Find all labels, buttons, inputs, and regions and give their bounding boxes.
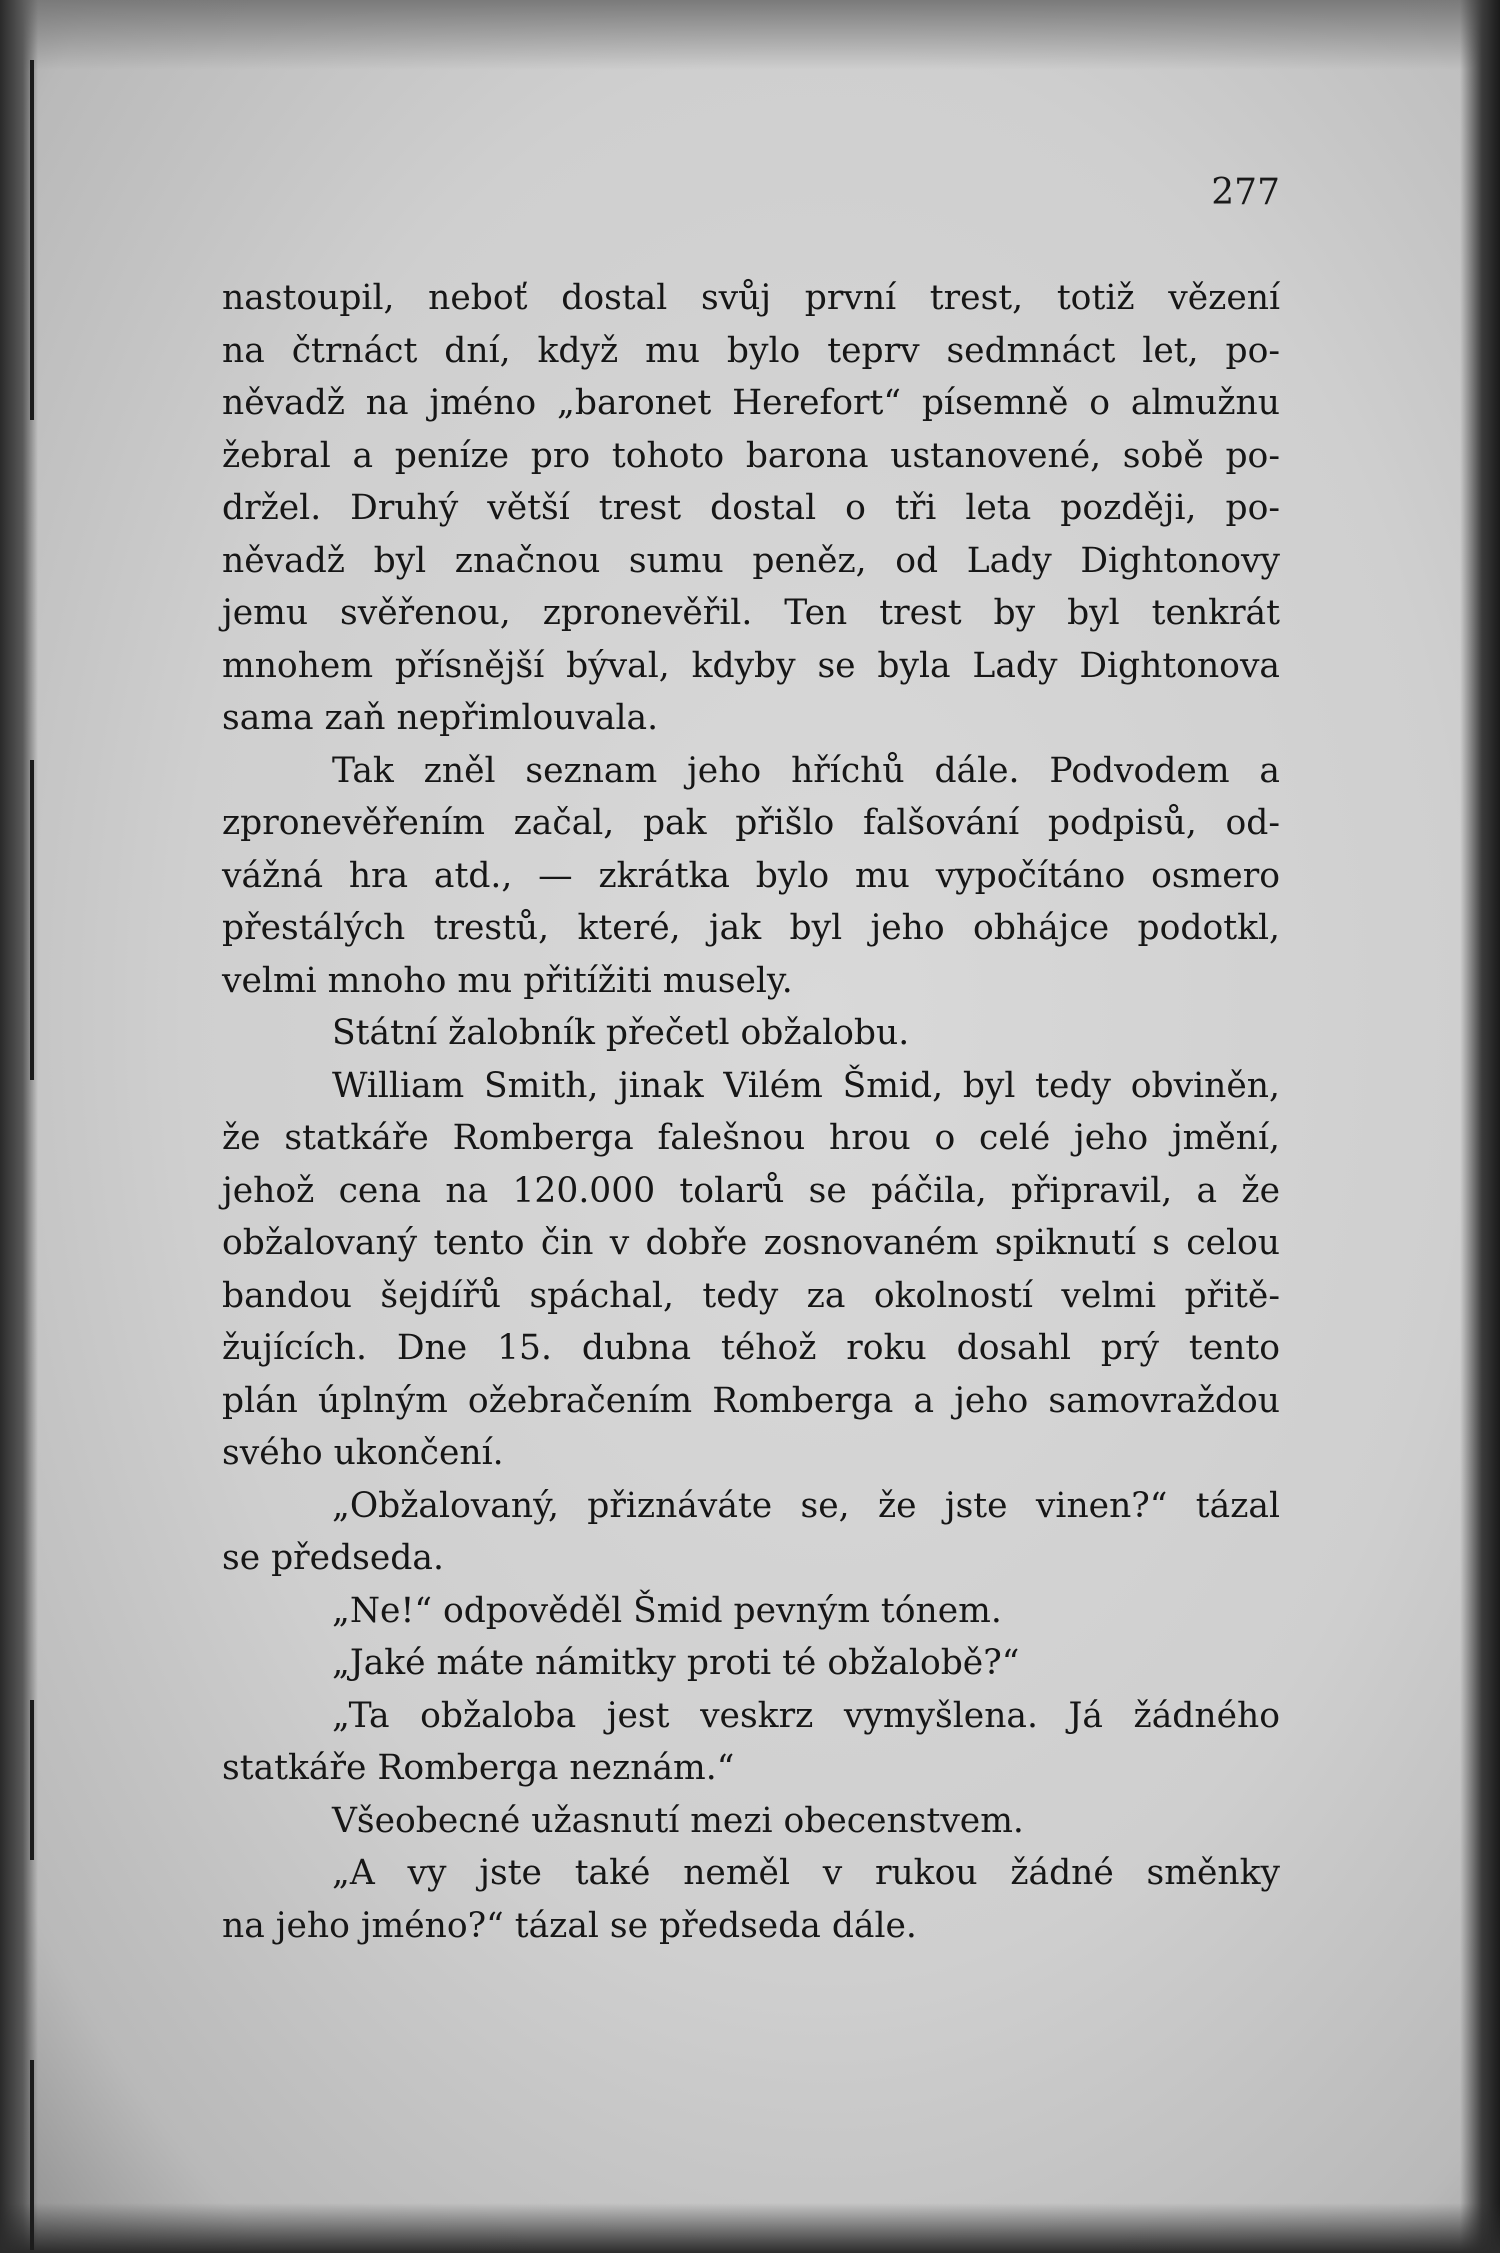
text-line: zpronevěřením začal, pak přišlo falšování podpisů, od- [222, 803, 1280, 843]
text-line: žebral a peníze pro tohoto barona ustanovené, sobě po- [222, 435, 1280, 476]
page-shadow-top [0, 0, 1500, 70]
page-number: 277 [1211, 172, 1280, 213]
text-line: „A vy jste také neměl v rukou žádné směnky [332, 1853, 1280, 1893]
text-line: plán úplným ožebračením Romberga a jeho samovraždou [222, 1380, 1280, 1421]
page-shadow-bottom [0, 2203, 1500, 2253]
text-line: „Jaké máte námitky proti té obžalobě?“ [332, 1643, 1020, 1683]
text-line: velmi mnoho mu přitížiti musely. [222, 960, 793, 1001]
text-line: William Smith, jinak Vilém Šmid, byl tedy obviněn, [332, 1065, 1280, 1106]
page-shadow-right [1460, 0, 1500, 2253]
text-line: Státní žalobník přečetl obžalobu. [332, 1013, 910, 1053]
text-line: žujících. Dne 15. dubna téhož roku dosahl prý tento [222, 1328, 1280, 1368]
text-line: na čtrnáct dní, když mu bylo teprv sedmnáct let, po- [222, 330, 1280, 371]
text-line: obžalovaný tento čin v dobře zosnovaném spiknutí s celou [222, 1223, 1280, 1263]
text-line: na jeho jméno?“ tázal se předseda dále. [222, 1905, 917, 1946]
text-line: přestálých trestů, které, jak byl jeho obhájce podotkl, [222, 908, 1280, 948]
margin-line [30, 1700, 34, 1860]
text-line: Všeobecné užasnutí mezi obecenstvem. [332, 1800, 1024, 1841]
text-line: jemu svěřenou, zpronevěřil. Ten trest by byl tenkrát [222, 593, 1280, 633]
text-line: se předseda. [222, 1538, 444, 1578]
text-line: Tak zněl seznam jeho hříchů dále. Podvodem a [332, 750, 1280, 791]
text-line: „Ne!“ odpověděl Šmid pevným tónem. [332, 1590, 1002, 1631]
text-line: něvadž byl značnou sumu peněz, od Lady Dightonovy [222, 540, 1280, 581]
text-line: nastoupil, neboť dostal svůj první trest, totiž vězení [222, 278, 1280, 318]
margin-line [30, 2060, 34, 2250]
text-line: sama zaň nepřimlouvala. [222, 698, 659, 738]
text-line: držel. Druhý větší trest dostal o tři leta později, po- [222, 488, 1280, 528]
margin-line [30, 60, 34, 420]
text-line: něvadž na jméno „baronet Herefort“ písemně o almužnu [222, 383, 1280, 423]
text-line: že statkáře Romberga falešnou hrou o celé jeho jmění, [222, 1118, 1280, 1158]
text-line: „Obžalovaný, přiznáváte se, že jste vinen?“ tázal [332, 1485, 1280, 1526]
margin-line [30, 760, 34, 1080]
text-line: svého ukončení. [222, 1433, 504, 1473]
body-text [222, 272, 1280, 1952]
text-line: bandou šejdířů spáchal, tedy za okolností velmi přitě- [222, 1275, 1280, 1316]
text-line: statkáře Romberga neznám.“ [222, 1748, 735, 1788]
text-line: vážná hra atd., — zkrátka bylo mu vypočítáno osmero [222, 855, 1280, 896]
text-line: „Ta obžaloba jest veskrz vymyšlena. Já žádného [332, 1695, 1280, 1736]
text-line: mnohem přísnější býval, kdyby se byla Lady Dightonova [222, 645, 1280, 686]
text-line: jehož cena na 120.000 tolarů se páčila, připravil, a že [222, 1170, 1280, 1211]
